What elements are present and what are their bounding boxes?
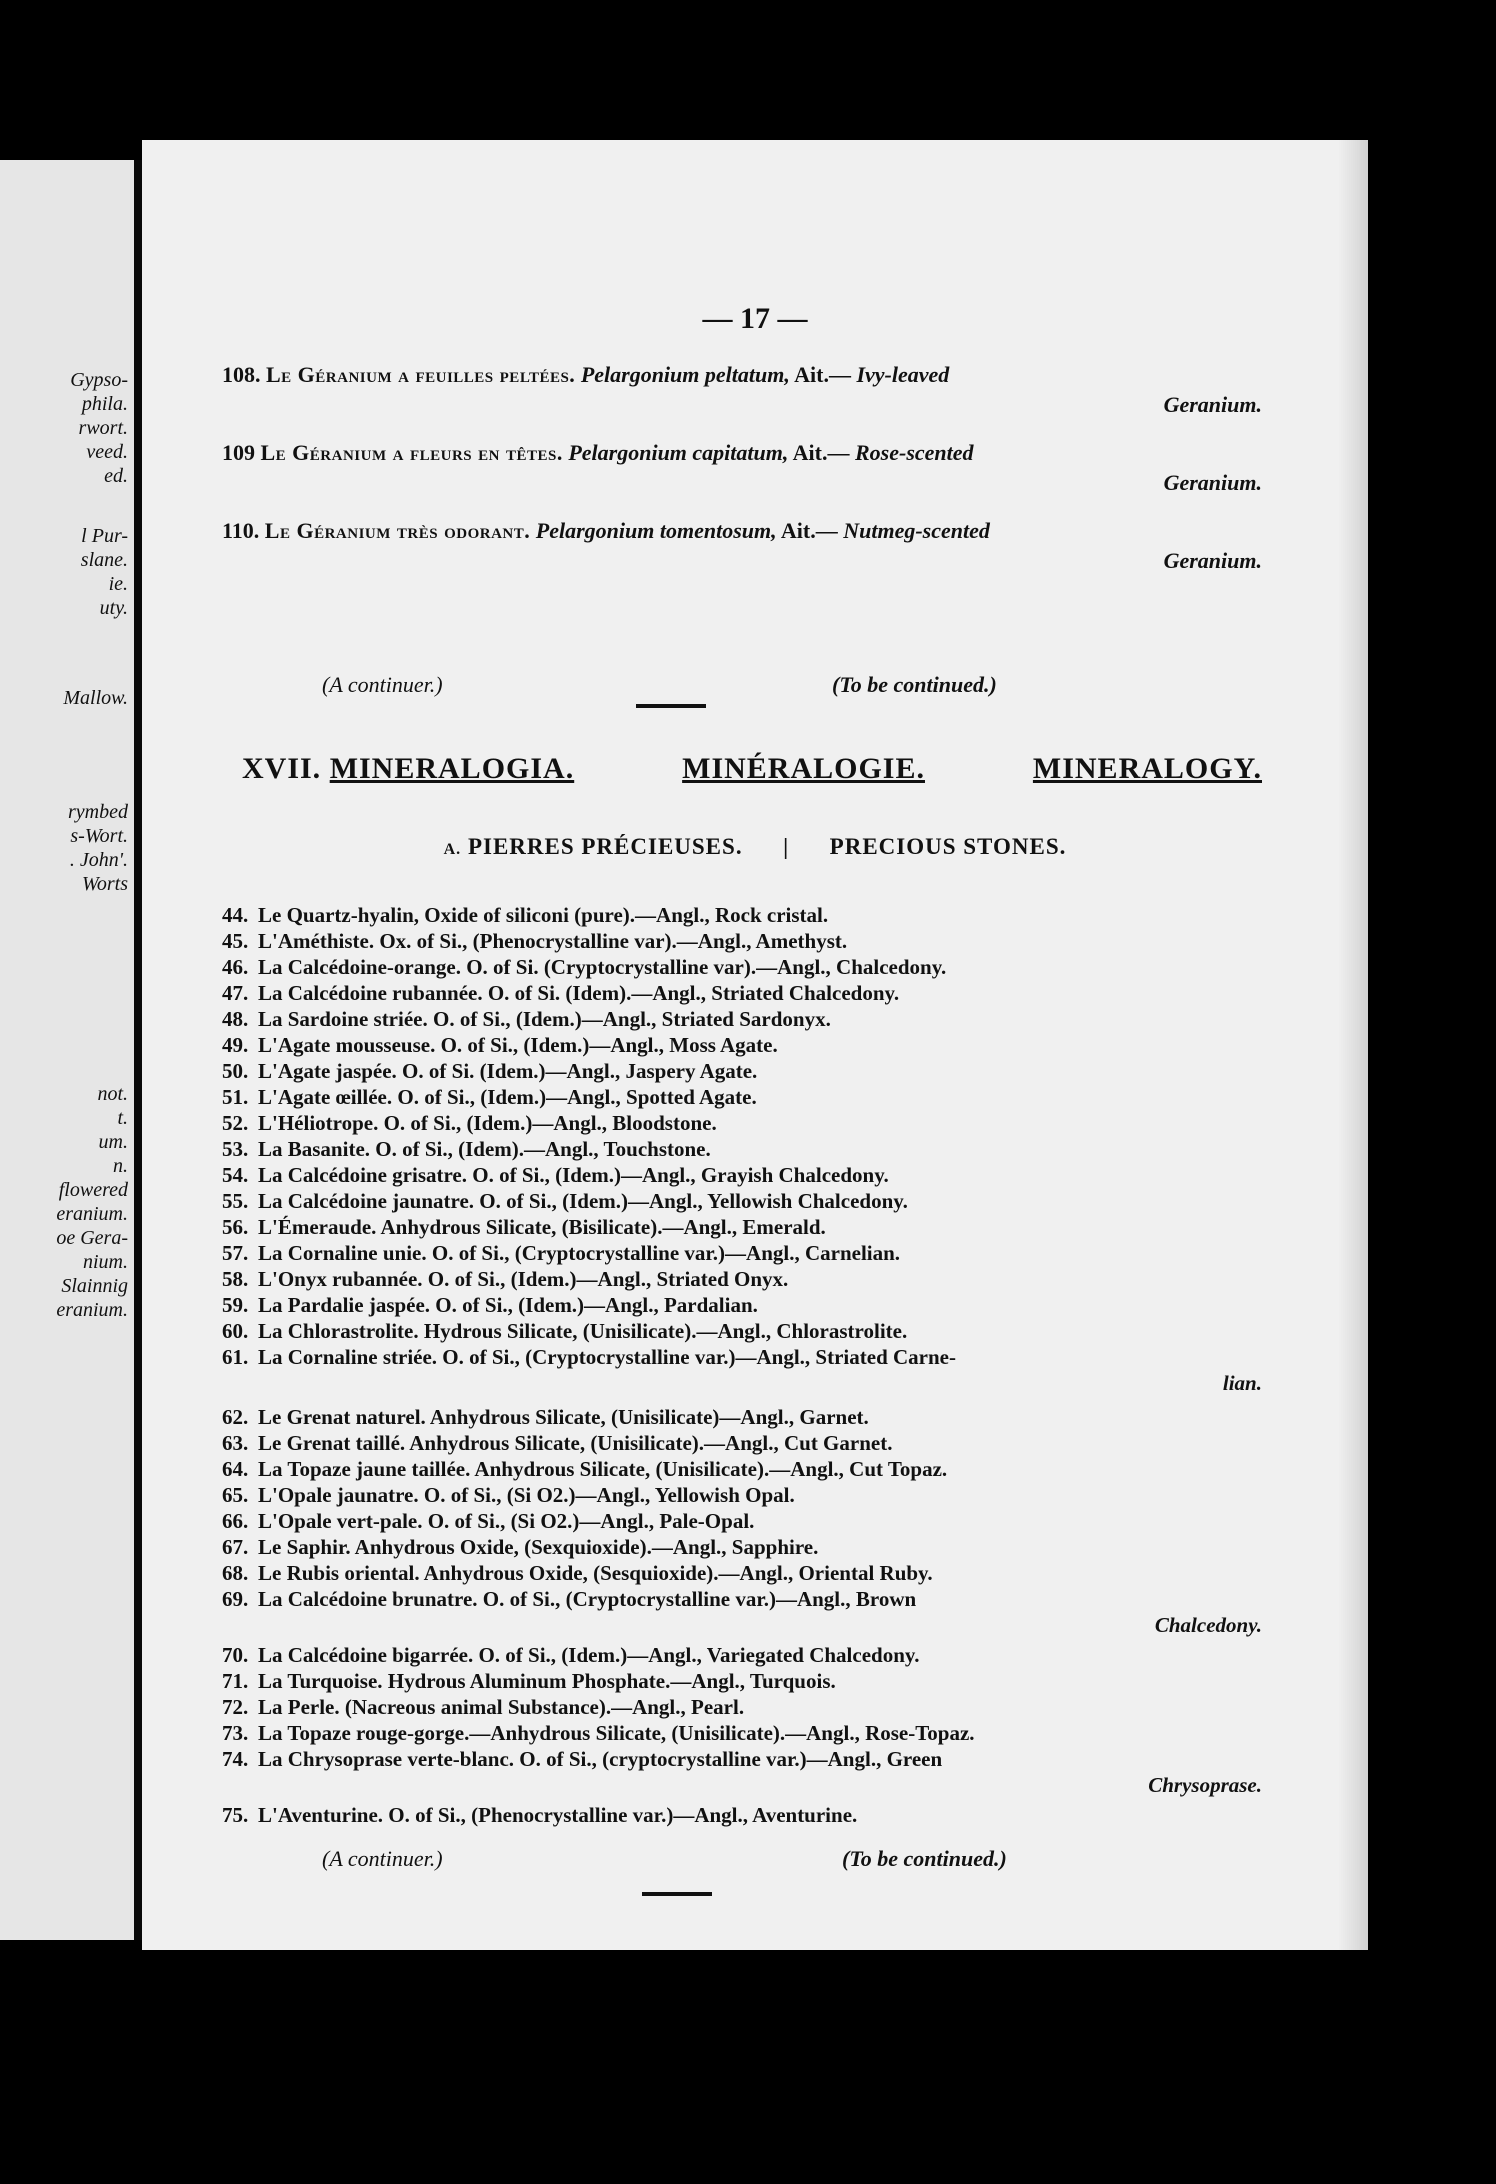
mineral-text: L'Héliotrope. O. of Si., (Idem.)—Angl., Bloodstone. (258, 1111, 717, 1135)
margin-note: rwort. (78, 417, 128, 439)
margin-note: s-Wort. (70, 825, 128, 847)
margin-note: ie. (108, 573, 128, 595)
book-gutter (134, 160, 142, 1940)
mineral-text: L'Onyx rubannée. O. of Si., (Idem.)—Angl., Striated Onyx. (258, 1267, 789, 1291)
mineral-text: La Pardalie jaspée. O. of Si., (Idem.)—Angl., Pardalian. (258, 1293, 758, 1317)
english-name: Nutmeg-scented (843, 518, 990, 543)
to-be-continued-en: (To be continued.) (832, 672, 997, 697)
document-page (142, 140, 1368, 1950)
mineral-entry (222, 1240, 1262, 1266)
margin-note: Mallow. (63, 687, 128, 709)
mineral-entry (222, 1292, 1262, 1318)
mineral-entry (222, 1456, 1262, 1482)
authority: Ait.— (794, 362, 851, 387)
mineral-text: Le Grenat taillé. Anhydrous Silicate, (Unisilicate).—Angl., Cut Garnet. (258, 1431, 893, 1455)
mineral-text: Le Rubis oriental. Anhydrous Oxide, (Sesquioxide).—Angl., Oriental Ruby. (258, 1561, 933, 1585)
mineral-entry (222, 1694, 1262, 1720)
margin-note: Worts (82, 873, 128, 895)
mineral-entry (222, 1534, 1262, 1560)
mineral-entry (222, 1720, 1262, 1746)
margin-note: n. (113, 1155, 128, 1177)
mineral-number: 50. (222, 1059, 249, 1083)
mineral-number: 70. (222, 1643, 249, 1667)
mineral-text: Le Grenat naturel. Anhydrous Silicate, (Unisilicate)—Angl., Garnet. (258, 1405, 869, 1429)
mineral-number: 65. (222, 1483, 249, 1507)
authority: Ait.— (792, 440, 850, 465)
section-title-french: MINÉRALOGIE. (682, 752, 925, 785)
mineral-text: L'Opale vert-pale. O. of Si., (Si O2.)—Angl., Pale-Opal. (258, 1509, 755, 1533)
mineral-text-cont: Chrysoprase. (1148, 1773, 1262, 1797)
binding-shadow (1338, 140, 1368, 1950)
entry-number: 110. (222, 518, 260, 543)
mineral-entry (222, 1642, 1262, 1668)
margin-note: oe Gera- (56, 1227, 128, 1249)
mineral-number: 74. (222, 1747, 249, 1771)
to-be-continued-fr: (A continuer.) (322, 672, 443, 697)
mineral-entry (222, 1430, 1262, 1456)
mineral-number: 60. (222, 1319, 249, 1343)
mineral-entry (222, 1508, 1262, 1534)
section-title (242, 752, 1262, 786)
mineral-entry (222, 1560, 1262, 1586)
mineral-number: 73. (222, 1721, 249, 1745)
mineral-text: L'Émeraude. Anhydrous Silicate, (Bisilicate).—Angl., Emerald. (258, 1215, 826, 1239)
mineral-text: L'Agate mousseuse. O. of Si., (Idem.)—Angl., Moss Agate. (258, 1033, 778, 1057)
margin-note: eranium. (56, 1203, 128, 1225)
mineral-entry (222, 1006, 1262, 1032)
margin-note: Gypso- (70, 369, 128, 391)
mineral-entry (222, 1404, 1262, 1430)
margin-note: ed. (104, 465, 128, 487)
mineral-text: L'Améthiste. Ox. of Si., (Phenocrystalline var).—Angl., Amethyst. (258, 929, 848, 953)
entry-number: 108. (222, 362, 261, 387)
mineral-text: La Perle. (Nacreous animal Substance).—Angl., Pearl. (258, 1695, 745, 1719)
mineral-number: 56. (222, 1215, 249, 1239)
english-name-cont: Geranium. (1163, 470, 1262, 495)
page-number: — 17 — (702, 302, 808, 335)
mineral-entry (222, 928, 1262, 954)
mineral-entry (222, 902, 1262, 928)
mineral-text: La Chrysoprase verte-blanc. O. of Si., (cryptocrystalline var.)—Angl., Green (258, 1747, 943, 1771)
mineral-text: La Cornaline striée. O. of Si., (Cryptocrystalline var.)—Angl., Striated Carne- (258, 1345, 956, 1369)
margin-note: nium. (83, 1251, 128, 1273)
mineral-text: La Sardoine striée. O. of Si., (Idem.)—Angl., Striated Sardonyx. (258, 1007, 831, 1031)
mineral-number: 71. (222, 1669, 249, 1693)
mineral-number: 58. (222, 1267, 249, 1291)
mineral-entry (222, 1668, 1262, 1694)
mineral-number: 48. (222, 1007, 249, 1031)
mineral-text: La Calcédoine bigarrée. O. of Si., (Idem.)—Angl., Variegated Chalcedony. (258, 1643, 920, 1667)
mineral-entry (222, 1136, 1262, 1162)
latin-name: Pelargonium tomentosum, (535, 518, 777, 543)
mineral-number: 62. (222, 1405, 249, 1429)
english-name-cont: Geranium. (1163, 392, 1262, 417)
mineral-number: 66. (222, 1509, 249, 1533)
mineral-number: 49. (222, 1033, 249, 1057)
mineral-entry (222, 1344, 1262, 1370)
english-name: Rose-scented (855, 440, 974, 465)
mineral-entry (222, 1746, 1262, 1772)
mineral-number: 67. (222, 1535, 249, 1559)
margin-note: slane. (80, 549, 128, 571)
mineral-entry (222, 1482, 1262, 1508)
authority: Ait.— (780, 518, 838, 543)
mineral-number: 59. (222, 1293, 249, 1317)
mineral-text: La Calcédoine brunatre. O. of Si., (Cryptocrystalline var.)—Angl., Brown (258, 1587, 917, 1611)
mineral-number: 68. (222, 1561, 249, 1585)
section-title-english: MINERALOGY. (1032, 752, 1262, 785)
latin-name: Pelargonium capitatum, (568, 440, 789, 465)
separator-rule (636, 704, 706, 708)
separator-rule-2 (642, 1892, 712, 1896)
mineral-entry (222, 980, 1262, 1006)
margin-note: um. (98, 1131, 128, 1153)
margin-note: flowered (58, 1179, 128, 1201)
mineral-entry (222, 1266, 1262, 1292)
mineral-text: La Calcédoine-orange. O. of Si. (Cryptocrystalline var).—Angl., Chalcedony. (258, 955, 947, 979)
mineral-number: 61. (222, 1345, 249, 1369)
mineral-number: 57. (222, 1241, 249, 1265)
mineral-number: 54. (222, 1163, 249, 1187)
mineral-number: 63. (222, 1431, 249, 1455)
mineral-entry (222, 1188, 1262, 1214)
french-name: Le Géranium a fleurs en têtes. (260, 440, 563, 465)
mineral-text: La Calcédoine grisatre. O. of Si., (Idem.)—Angl., Grayish Chalcedony. (258, 1163, 889, 1187)
mineral-entry (222, 1214, 1262, 1240)
mineral-text-cont: lian. (1222, 1371, 1262, 1395)
margin-note: phila. (81, 393, 128, 415)
mineral-number: 46. (222, 955, 249, 979)
mineral-entry (222, 1084, 1262, 1110)
mineral-number: 44. (222, 903, 249, 927)
mineral-text: L'Agate jaspée. O. of Si. (Idem.)—Angl., Jaspery Agate. (258, 1059, 758, 1083)
mineral-text: La Topaze rouge-gorge.—Anhydrous Silicate, (Unisilicate).—Angl., Rose-Topaz. (258, 1721, 975, 1745)
margin-note: eranium. (56, 1299, 128, 1321)
english-name-cont: Geranium. (1163, 548, 1262, 573)
mineral-entry (222, 1318, 1262, 1344)
mineral-entry (222, 1586, 1262, 1612)
mineral-text: L'Agate œillée. O. of Si., (Idem.)—Angl., Spotted Agate. (258, 1085, 757, 1109)
mineral-number: 75. (222, 1803, 249, 1827)
mineral-text: La Calcédoine jaunatre. O. of Si., (Idem.)—Angl., Yellowish Chalcedony. (258, 1189, 908, 1213)
margin-note: not. (97, 1083, 128, 1105)
mineral-number: 64. (222, 1457, 249, 1481)
mineral-text: La Turquoise. Hydrous Aluminum Phosphate.—Angl., Turquois. (258, 1669, 836, 1693)
mineral-entry (222, 1032, 1262, 1058)
mineral-number: 45. (222, 929, 249, 953)
margin-note: t. (117, 1107, 128, 1129)
mineral-entry (222, 1058, 1262, 1084)
mineral-entry (222, 1802, 1262, 1828)
latin-name: Pelargonium peltatum, (580, 362, 790, 387)
mineral-text: L'Opale jaunatre. O. of Si., (Si O2.)—Angl., Yellowish Opal. (258, 1483, 795, 1507)
mineral-text: La Cornaline unie. O. of Si., (Cryptocrystalline var.)—Angl., Carnelian. (258, 1241, 901, 1265)
geranium-entry (222, 362, 1262, 388)
mineral-number: 69. (222, 1587, 249, 1611)
mineral-number: 53. (222, 1137, 249, 1161)
mineral-text: La Chlorastrolite. Hydrous Silicate, (Unisilicate).—Angl., Chlorastrolite. (258, 1319, 908, 1343)
mineral-entry (222, 954, 1262, 980)
entry-number: 109 (222, 440, 255, 465)
french-name: Le Géranium très odorant. (264, 518, 531, 543)
margin-note: Slainnig (61, 1275, 128, 1297)
mineral-entry (222, 1110, 1262, 1136)
mineral-number: 72. (222, 1695, 249, 1719)
mineral-text: La Topaze jaune taillée. Anhydrous Silicate, (Unisilicate).—Angl., Cut Topaz. (258, 1457, 948, 1481)
english-name: Ivy-leaved (856, 362, 950, 387)
mineral-number: 55. (222, 1189, 249, 1213)
margin-note: l Pur- (81, 525, 128, 547)
to-be-continued-en-2: (To be continued.) (842, 1846, 1007, 1871)
subsection-heading: A. PIERRES PRÉCIEUSES. | PRECIOUS STONES. (443, 834, 1067, 859)
mineral-text: L'Aventurine. O. of Si., (Phenocrystalline var.)—Angl., Aventurine. (258, 1803, 858, 1827)
left-page-margin (0, 160, 134, 1940)
margin-note: rymbed (68, 801, 128, 823)
mineral-text: Le Quartz-hyalin, Oxide of siliconi (pure).—Angl., Rock cristal. (258, 903, 829, 927)
margin-note: veed. (86, 441, 128, 463)
to-be-continued-fr-2: (A continuer.) (322, 1846, 443, 1871)
mineral-text-cont: Chalcedony. (1154, 1613, 1262, 1637)
mineral-number: 47. (222, 981, 249, 1005)
mineral-number: 51. (222, 1085, 249, 1109)
mineral-text: La Basanite. O. of Si., (Idem).—Angl., Touchstone. (258, 1137, 711, 1161)
margin-note: . John'. (69, 849, 128, 871)
geranium-entry (222, 440, 1262, 466)
section-number-latin: XVII. MINERALOGIA. (242, 752, 575, 785)
mineral-text: La Calcédoine rubannée. O. of Si. (Idem).—Angl., Striated Chalcedony. (258, 981, 900, 1005)
french-name: Le Géranium a feuilles peltées. (266, 362, 576, 387)
geranium-entry (222, 518, 1262, 544)
mineral-text: Le Saphir. Anhydrous Oxide, (Sexquioxide).—Angl., Sapphire. (258, 1535, 819, 1559)
mineral-entry (222, 1162, 1262, 1188)
mineral-number: 52. (222, 1111, 249, 1135)
margin-note: uty. (99, 597, 128, 619)
